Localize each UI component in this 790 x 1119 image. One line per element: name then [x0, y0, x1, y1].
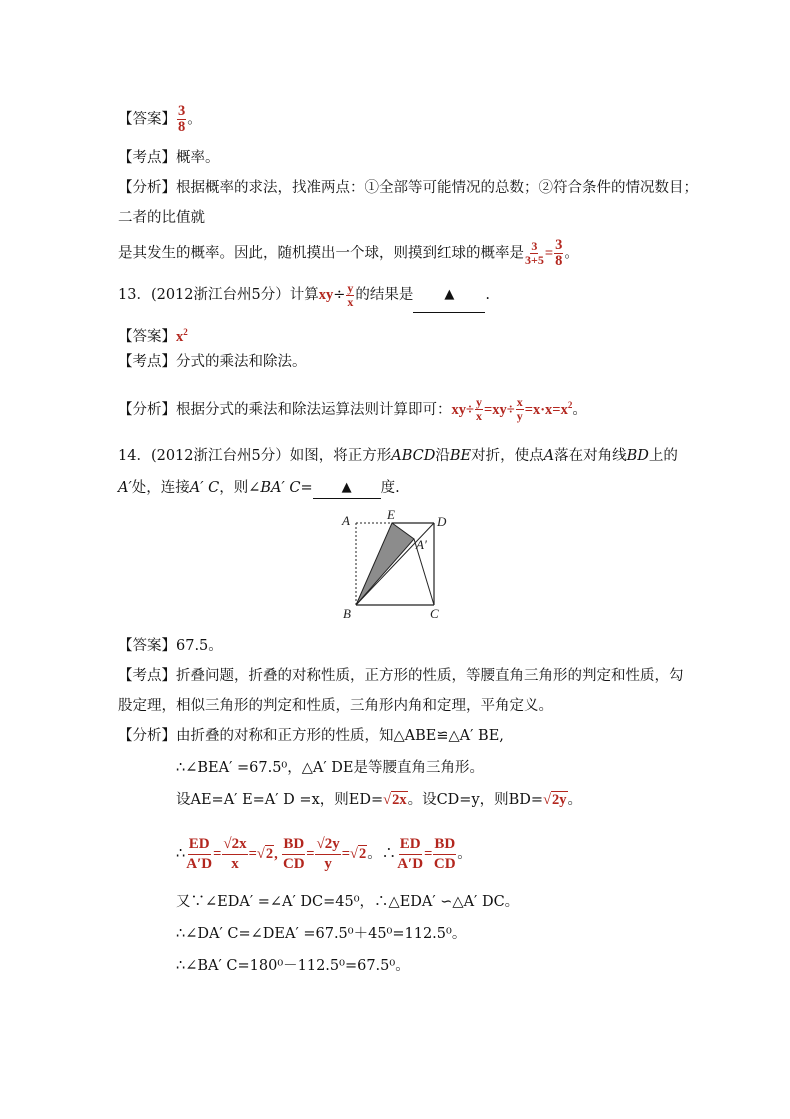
label-a-prime: A′	[416, 537, 427, 552]
kaodian-label: 【考点】	[118, 150, 176, 166]
q13-answer-line: 【答案】$x^2$	[118, 327, 188, 345]
q12-fenxi-line1: 【分析】根据概率的求法，找准两点：①全部等可能情况的总数；②符合条件的情况数目；	[118, 180, 698, 196]
q13-stem: 13．(2012浙江台州5分）计算xy÷ $\frac{y}{x}$ 的结果是 ▲ .	[118, 278, 490, 314]
q12-kaodian-line	[118, 148, 220, 168]
q14-fenxi-line2: ∴∠BEA′ =67.5⁰，△A′ DE是等腰直角三角形。	[176, 760, 484, 776]
kaodian-label: 【考点】	[118, 354, 176, 370]
label-e: E	[387, 508, 395, 522]
q12-fenxi-line3: 是其发生的概率。因此，随机摸出一个球，则摸到红球的概率是 $\frac{3}{3+5}$ = $\frac{3}{8}$ 。	[118, 237, 579, 269]
q14-fenxi-line5: 又∵∠EDA′ =∠A′ DC=45⁰，∴△EDA′ ∽△A′ DC。	[176, 894, 520, 910]
q14-fenxi-line7: ∴∠BA′ C=180⁰－112.5⁰=67.5⁰。	[176, 958, 410, 974]
fenxi-label: 【分析】	[118, 401, 176, 418]
answer-blank: ▲	[413, 277, 485, 313]
label-d: D	[437, 514, 447, 529]
q14-kaodian-line1: 【考点】折叠问题，折叠的对称性质，正方形的性质，等腰直角三角形的判定和性质，勾	[118, 668, 684, 684]
q14-fenxi-line4: ∴ $\frac{ED}{A'D}$ = $\frac{√2x}{x}$ =√2, $\frac{BD}{CD}$ = $\frac{√2y}{y}$ =√2。∴ $\frac{ED}{A'D}$ = $\frac{BD}{CD}$ 。	[176, 835, 472, 872]
fenxi-label: 【分析】	[118, 728, 176, 744]
answer-label: 【答案】	[118, 328, 176, 345]
q12-answer-line: 【答案】 $\frac{3}{8}$ 。	[118, 103, 202, 135]
q14-fenxi-line1: 【分析】由折叠的对称和正方形的性质，知△ABE≌△A′ BE,	[118, 728, 504, 744]
square-fold-figure	[338, 508, 458, 624]
q14-kaodian-line2: 股定理，相似三角形的判定和性质，三角形内角和定理，平角定义。	[118, 698, 553, 714]
answer-fraction: $\frac{3}{8}$	[178, 103, 186, 135]
label-c: C	[430, 606, 439, 621]
q13-fenxi-line: 【分析】根据分式的乘法和除法运算法则计算即可：xy÷ $\frac{y}{x}$ =xy÷ $\frac{x}{y}$ $=x\cdot x=x^2$。	[118, 395, 587, 424]
answer-label: 【答案】	[118, 638, 176, 654]
q14-answer-line: 【答案】67.5。	[118, 638, 223, 654]
calc-fraction-1: $\frac{3}{3+5}$	[525, 239, 544, 267]
fenxi-label: 【分析】	[118, 180, 176, 196]
kaodian-text: 概率。	[176, 150, 220, 166]
q12-fenxi-line2: 二者的比值就	[118, 210, 205, 226]
q14-fenxi-line6: ∴∠DA′ C=∠DEA′ =67.5⁰＋45⁰=112.5⁰。	[176, 926, 467, 942]
kaodian-label: 【考点】	[118, 668, 176, 684]
calc-fraction-2: $\frac{3}{8}$	[555, 237, 563, 269]
q13-kaodian-line: 【考点】分式的乘法和除法。	[118, 354, 307, 370]
q14-fenxi-line3: 设AE=A′ E=A′ D =x，则ED=√2x。设CD=y，则BD=√2y。	[176, 792, 583, 808]
stem-fraction: $\frac{y}{x}$	[347, 280, 354, 309]
shaded-triangle	[356, 523, 414, 605]
answer-label: 【答案】	[118, 111, 176, 128]
label-b: B	[343, 606, 351, 621]
answer-blank: ▲	[313, 477, 381, 499]
label-a: A	[342, 513, 350, 528]
q14-stem-line2: A′处，连接A′ C，则∠BA′ C= ▲ 度.	[118, 478, 400, 500]
q14-stem-line1: 14．(2012浙江台州5分）如图，将正方形ABCD沿BE对折，使点A落在对角线BD上的	[118, 448, 678, 464]
